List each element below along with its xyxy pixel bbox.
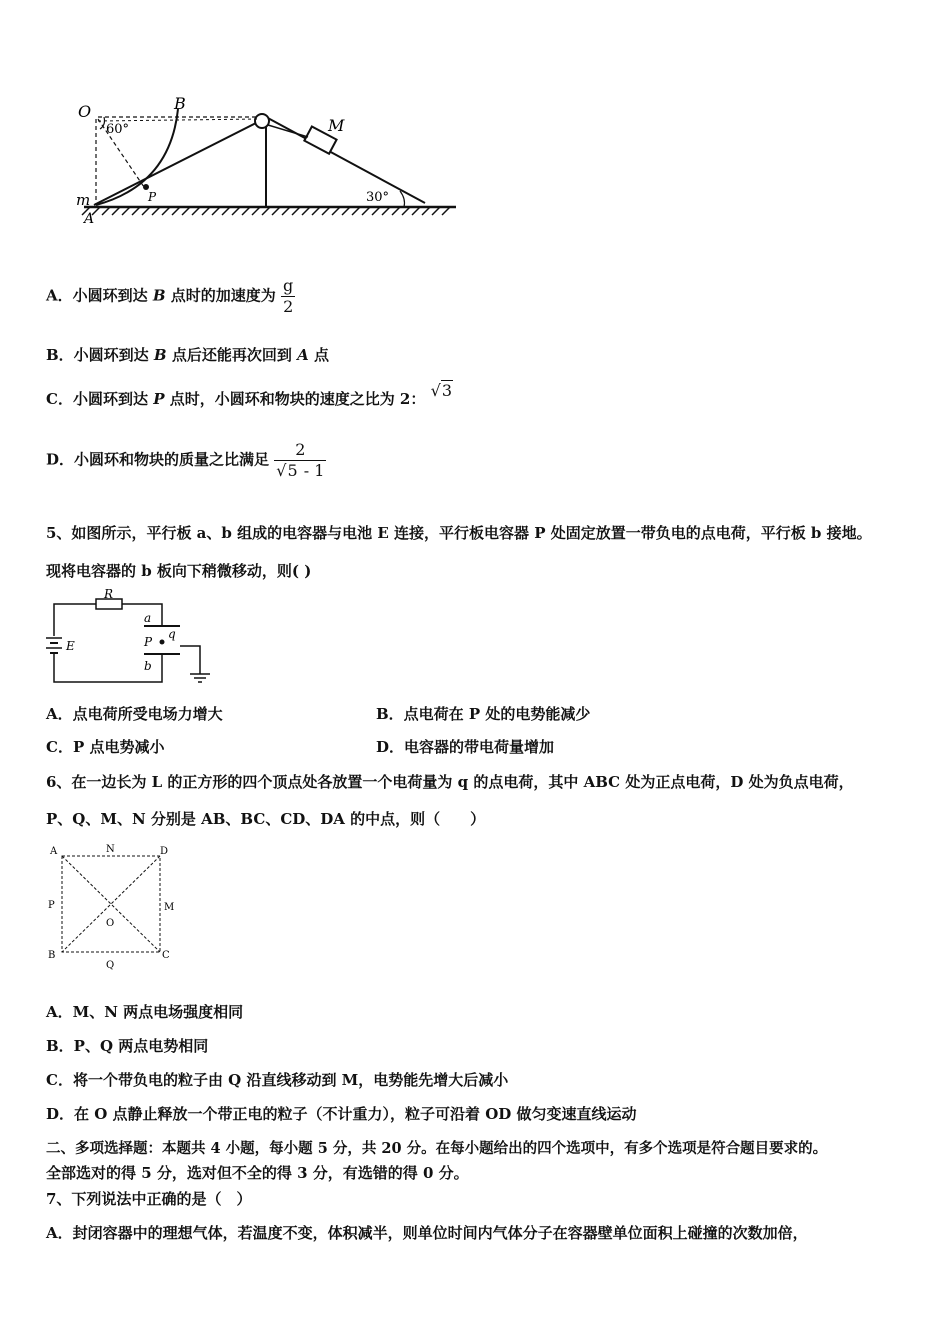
q6-option-a: A．M、N 两点电场强度相同 xyxy=(46,1003,244,1021)
q4-a-fraction xyxy=(281,276,295,317)
sq-label-M: M xyxy=(164,902,175,913)
sq-label-P: P xyxy=(48,900,55,911)
label-P: P xyxy=(148,190,157,204)
q4-c-suffix: 点时，小圆环和物块的速度之比为 2： xyxy=(169,390,426,408)
q4-c-sqrt-value: 3 xyxy=(441,381,452,400)
label-M: M xyxy=(328,116,345,135)
label-30: 30° xyxy=(366,190,390,205)
q5-option-b: B．点电荷在 P 处的电势能减少 xyxy=(376,705,591,723)
label-m: m xyxy=(76,191,91,209)
circuit-label-q: q xyxy=(168,627,176,641)
q5-option-c: C．P 点电势减小 xyxy=(46,738,165,756)
q4-d-num: 2 xyxy=(274,440,326,461)
q6-option-b: B．P、Q 两点电势相同 xyxy=(46,1037,209,1055)
q4-b-var: B xyxy=(153,346,167,364)
label-A: A xyxy=(84,211,95,227)
q4-option-c xyxy=(46,381,453,409)
circuit-label-R: R xyxy=(104,588,114,601)
sq-label-N: N xyxy=(106,844,115,855)
q4-d-fraction xyxy=(274,440,326,481)
q4-b-mid: 点后还能再次回到 xyxy=(171,346,292,364)
label-O: O xyxy=(78,102,92,121)
q5-option-a: A．点电荷所受电场力增大 xyxy=(46,705,223,723)
q4-c-prefix: C．小圆环到达 xyxy=(46,390,148,408)
q4-d-den-rad: 5 xyxy=(287,461,298,480)
label-B: B xyxy=(174,95,186,113)
q7-stem: 7、下列说法中正确的是（ ） xyxy=(46,1190,252,1208)
sq-label-C: C xyxy=(162,950,170,961)
incline-figure xyxy=(70,95,470,235)
q5-stem-line2: 现将电容器的 b 板向下稍微移动，则( ) xyxy=(46,562,312,580)
sq-label-O: O xyxy=(106,918,115,929)
q5-option-d: D．电容器的带电荷量增加 xyxy=(376,738,555,756)
q4-a-suffix: 点时的加速度为 xyxy=(170,286,276,305)
q6-stem-line2: P、Q、M、N 分别是 AB、BC、CD、DA 的中点，则（ ） xyxy=(46,810,486,828)
sq-label-D: D xyxy=(160,846,169,857)
q4-a-prefix: A．小圆环到达 xyxy=(46,286,148,305)
q4-d-den-rest: - 1 xyxy=(298,461,325,480)
q4-b-var2: A xyxy=(297,346,309,364)
q4-option-b xyxy=(46,344,329,365)
circuit-label-E: E xyxy=(66,639,75,653)
sq-label-B: B xyxy=(48,950,56,961)
section2-header-line2: 全部选对的得 5 分，选对但不全的得 3 分，有选错的得 0 分。 xyxy=(46,1164,469,1182)
q5-stem-line1: 5、如图所示，平行板 a、b 组成的电容器与电池 E 连接，平行板电容器 P 处固定放置一带负电的点电荷，平行板 b 接地。 xyxy=(46,524,872,542)
q4-d-den: √5 - 1 xyxy=(276,461,325,480)
q4-d-prefix: D．小圆环和物块的质量之比满足 xyxy=(46,450,270,469)
q4-a-den: 2 xyxy=(283,297,294,316)
sq-label-Q: Q xyxy=(106,960,115,971)
q4-b-prefix: B．小圆环到达 xyxy=(46,346,149,364)
q4-option-a xyxy=(46,276,295,317)
section2-header-line1: 二、多项选择题：本题共 4 小题，每小题 5 分，共 20 分。在每小题给出的四个选项中，有多个选项是符合题目要求的。 xyxy=(46,1140,828,1157)
q4-c-var: P xyxy=(153,390,165,408)
q6-option-c: C．将一个带负电的粒子由 Q 沿直线移动到 M，电势能先增大后减小 xyxy=(46,1071,509,1089)
q4-a-num: g xyxy=(283,276,294,295)
sq-label-A: A xyxy=(50,846,58,857)
q6-option-d: D．在 O 点静止释放一个带正电的粒子（不计重力），粒子可沿着 OD 做匀变速直线运动 xyxy=(46,1105,637,1123)
q4-b-suffix: 点 xyxy=(313,346,329,364)
q4-a-var: B xyxy=(152,286,166,305)
square-charges-figure xyxy=(44,840,184,976)
capacitor-circuit-figure xyxy=(40,588,220,690)
circuit-label-P: P xyxy=(144,635,153,649)
q7-option-a: A．封闭容器中的理想气体，若温度不变，体积减半，则单位时间内气体分子在容器壁单位面积上碰撞的次数加倍， xyxy=(46,1224,808,1242)
q4-option-d xyxy=(46,440,326,481)
q6-stem-line1: 6、在一边长为 L 的正方形的四个顶点处各放置一个电荷量为 q 的点电荷，其中 ABC 处为正点电荷，D 处为负点电荷， xyxy=(46,773,854,791)
q4-c-sqrt: √3 xyxy=(430,381,452,400)
circuit-label-b: b xyxy=(144,659,152,673)
circuit-label-a: a xyxy=(144,611,152,625)
label-60: 60° xyxy=(106,122,130,137)
